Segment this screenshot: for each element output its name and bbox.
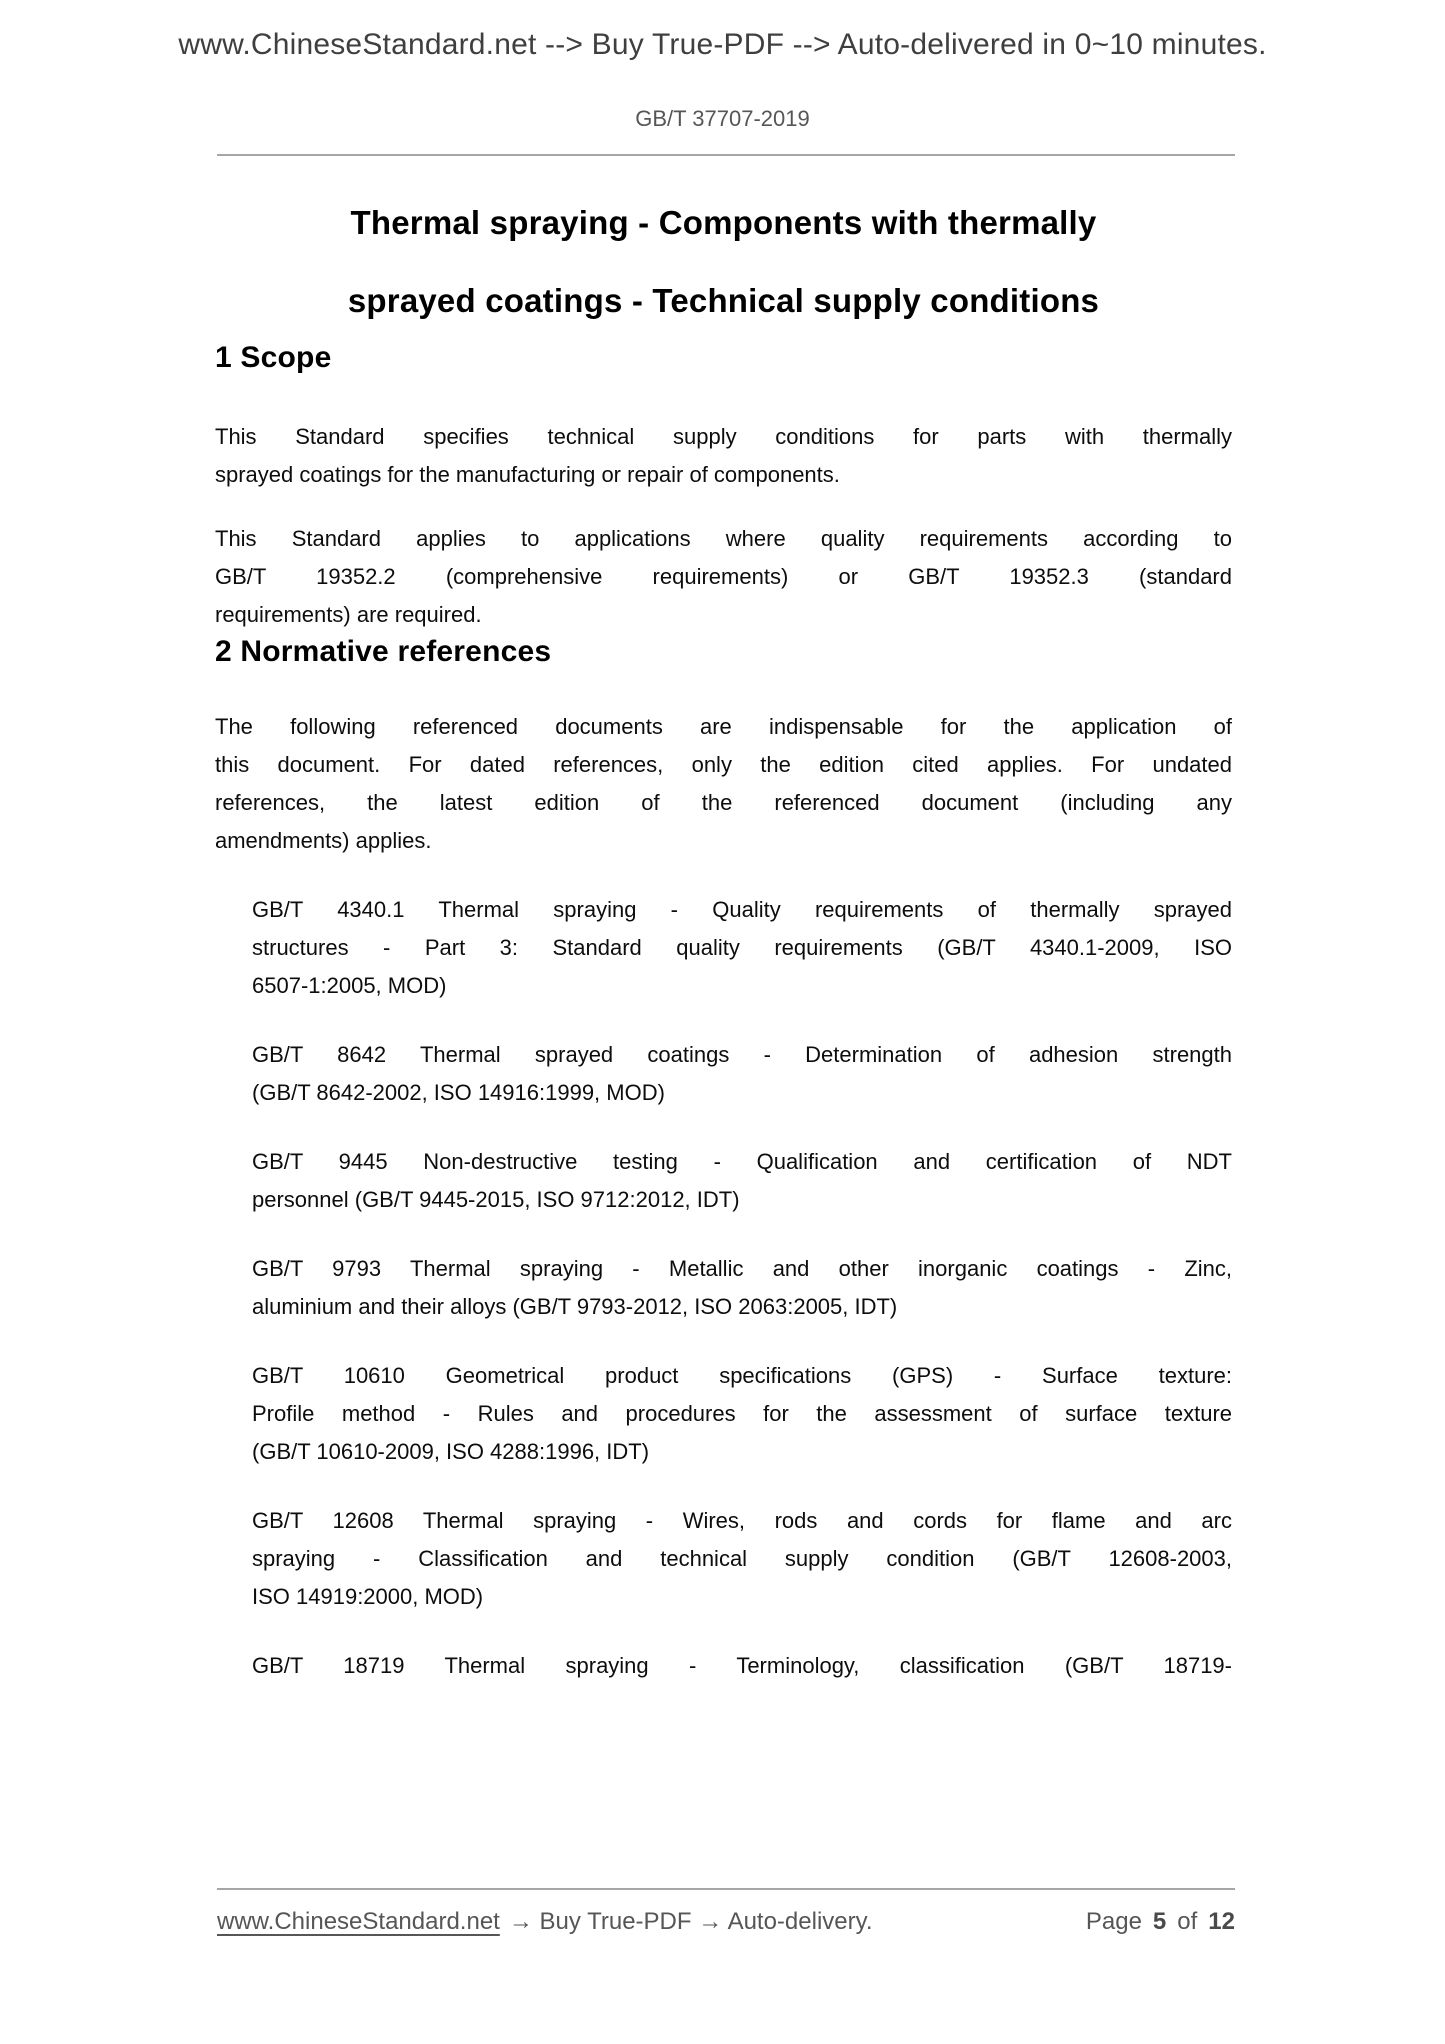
section-1-scope-heading: 1 Scope <box>215 341 332 374</box>
footer-site-link[interactable]: www.ChineseStandard.net <box>217 1908 500 1935</box>
document-title-line2: sprayed coatings - Technical supply conditions <box>347 282 1100 319</box>
reference-item-gbt-12608: GB/T 12608 Thermal spraying - Wires, rods and cords for flame and arc spraying - Classification and technical supply condition (GB/T 12608-2003, ISO 14919:2000, MOD) <box>252 1508 1232 1609</box>
section-2-normative-references-heading: 2 Normative references <box>215 635 552 668</box>
promo-banner: www.ChineseStandard.net --> Buy True-PDF --> Auto-delivered in 0~10 minutes. <box>178 28 1267 61</box>
page-total-number: 12 <box>1208 1908 1235 1935</box>
standard-code: GB/T 37707-2019 <box>635 106 810 131</box>
normative-intro-paragraph: The following referenced documents are indispensable for the application of this document. For dated references, only the edition cited applies. For undated references, the latest edition of the referenced document (including any amendments) applies. <box>215 714 1232 853</box>
reference-item-gbt-18719: GB/T 18719 Thermal spraying - Terminology, classification (GB/T 18719- <box>252 1653 1232 1678</box>
reference-item-gbt-4340-1: GB/T 4340.1 Thermal spraying - Quality requirements of thermally sprayed structures - Part 3: Standard quality requirements (GB/T 4340.1-2009, ISO 6507-1:2005, MOD) <box>252 897 1232 998</box>
scope-paragraph-2: This Standard applies to applications where quality requirements according to GB/T 19352.2 (comprehensive requirements) or GB/T 19352.3 (standard requirements) are required. <box>215 526 1232 627</box>
page-footer <box>217 1888 1235 1938</box>
header-divider <box>217 154 1235 156</box>
document-title-line1: Thermal spraying - Components with thermally <box>350 204 1097 241</box>
reference-item-gbt-9445: GB/T 9445 Non-destructive testing - Qualification and certification of NDT personnel (GB/T 9445-2015, ISO 9712:2012, IDT) <box>252 1149 1232 1212</box>
scope-paragraph-1: This Standard specifies technical supply conditions for parts with thermally sprayed coatings for the manufacturing or repair of components. <box>215 424 1232 487</box>
footer-tagline: → Buy True-PDF → Auto-delivery. <box>508 1908 873 1935</box>
reference-item-gbt-9793: GB/T 9793 Thermal spraying - Metallic and other inorganic coatings - Zinc, aluminium and their alloys (GB/T 9793-2012, ISO 2063:2005, IDT) <box>252 1256 1232 1319</box>
reference-item-gbt-10610: GB/T 10610 Geometrical product specifications (GPS) - Surface texture: Profile method - Rules and procedures for the assessment of surface texture (GB/T 10610-2009, ISO 4288:1996, IDT) <box>252 1363 1232 1464</box>
page-current-number: 5 <box>1152 1908 1167 1935</box>
page-of-label: of <box>1177 1908 1198 1935</box>
reference-item-gbt-8642: GB/T 8642 Thermal sprayed coatings - Determination of adhesion strength (GB/T 8642-2002, ISO 14916:1999, MOD) <box>252 1042 1232 1105</box>
footer-promo <box>217 1906 873 1938</box>
document-title <box>215 184 1232 340</box>
page-label: Page <box>1085 1908 1142 1935</box>
document-body <box>215 184 1232 1685</box>
page-indicator <box>1086 1906 1235 1938</box>
